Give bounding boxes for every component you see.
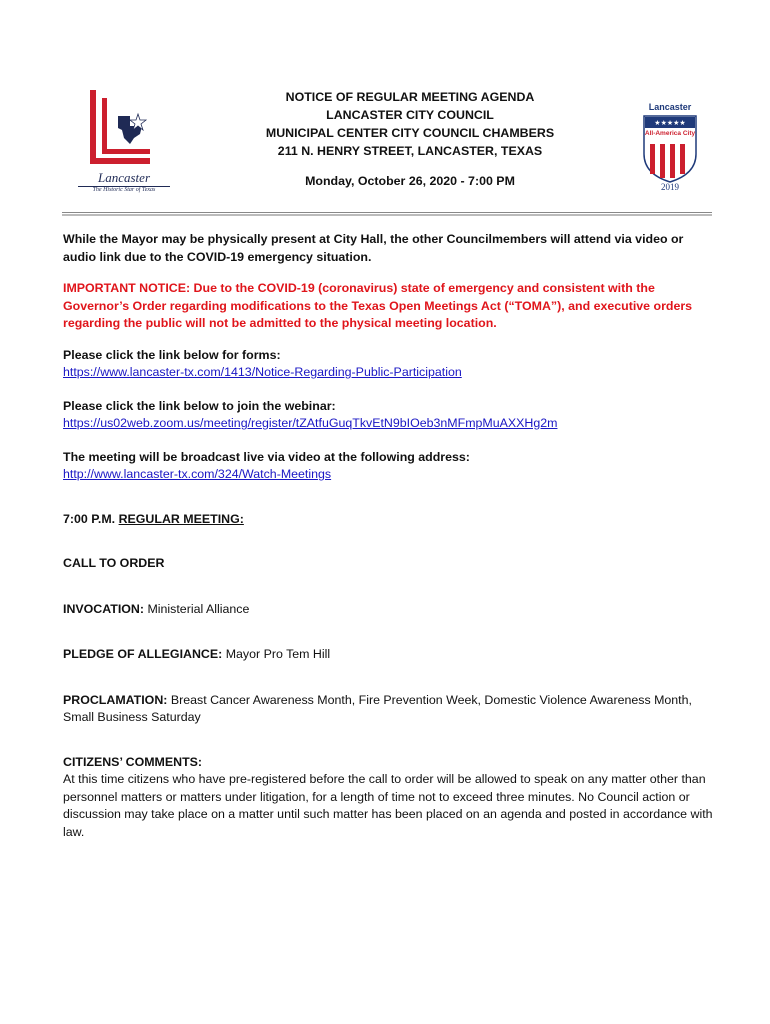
broadcast-label: The meeting will be broadcast live via video at the following address: [63, 449, 470, 464]
lancaster-logo [78, 86, 170, 198]
logo-name: Lancaster [78, 170, 170, 187]
webinar-link[interactable]: https://us02web.zoom.us/meeting/register/tZAtfuGuqTkvEtN9bIOeb3nMFmpMuAXXHg2m [63, 416, 558, 430]
pledge-item [63, 646, 713, 664]
shield-icon [638, 114, 702, 184]
citizens-text: At this time citizens who have pre-registered before the call to order will be allowed to speak on any matter other than personnel matters or matters under litigation, for a length of time not to exceed three minutes. No Council action or discussion may take place on a matter until such matter has been placed on an agenda and posted in accordance with law. [63, 772, 713, 839]
logo-tagline: The Historic Star of Texas [92, 187, 156, 193]
invocation-label: INVOCATION: [63, 601, 144, 616]
header-line-1: NOTICE OF REGULAR MEETING AGENDA [285, 90, 535, 104]
proclamation-item [63, 692, 713, 727]
logo-right-line2: All-America City [644, 130, 696, 137]
header-line-4: 211 N. HENRY STREET, LANCASTER, TEXAS [277, 144, 543, 158]
pledge-text: Mayor Pro Tem Hill [225, 647, 331, 661]
webinar-label: Please click the link below to join the webinar: [63, 398, 336, 413]
meeting-date: Monday, October 26, 2020 - 7:00 PM [305, 174, 515, 188]
invocation-item [63, 601, 713, 619]
header-line-3: MUNICIPAL CENTER CITY COUNCIL CHAMBERS [265, 126, 555, 140]
header-line-2: LANCASTER CITY COUNCIL [326, 108, 494, 122]
svg-text:★★★★★: ★★★★★ [654, 119, 686, 127]
regular-meeting-label: REGULAR MEETING: [118, 511, 244, 526]
logo-right-top: Lancaster [648, 102, 692, 112]
forms-label: Please click the link below for forms: [63, 347, 281, 362]
call-to-order: CALL TO ORDER [63, 556, 165, 570]
intro-text: While the Mayor may be physically present at City Hall, the other Councilmembers will attend via video or audio link due to the COVID-19 emergency situation. [63, 232, 684, 264]
pledge-label: PLEDGE OF ALLEGIANCE: [63, 647, 223, 661]
regular-meeting-heading [63, 511, 713, 529]
forms-link[interactable]: https://www.lancaster-tx.com/1413/Notice-Regarding-Public-Participation [63, 365, 462, 379]
invocation-text: Ministerial Alliance [147, 601, 250, 616]
agenda-body [63, 231, 713, 841]
agenda-header [200, 88, 620, 190]
logo-right-year: 2019 [661, 182, 679, 192]
all-america-city-logo [638, 102, 702, 194]
broadcast-link[interactable]: http://www.lancaster-tx.com/324/Watch-Meetings [63, 467, 332, 481]
citizens-label: CITIZENS’ COMMENTS: [63, 754, 203, 769]
proclamation-text: Breast Cancer Awareness Month, Fire Prevention Week, Domestic Violence Awareness Month, Small Business Saturday [63, 692, 692, 724]
important-notice: IMPORTANT NOTICE: Due to the COVID-19 (coronavirus) state of emergency and consistent with the Governor’s Order regarding modifications to the Texas Open Meetings Act (“TOMA”), and executive orders regarding the public will not be admitted to the physical meeting location. [63, 281, 693, 330]
regular-meeting-time: 7:00 P.M. [63, 511, 116, 526]
proclamation-label: PROCLAMATION: [63, 692, 168, 707]
header-divider [62, 212, 712, 216]
